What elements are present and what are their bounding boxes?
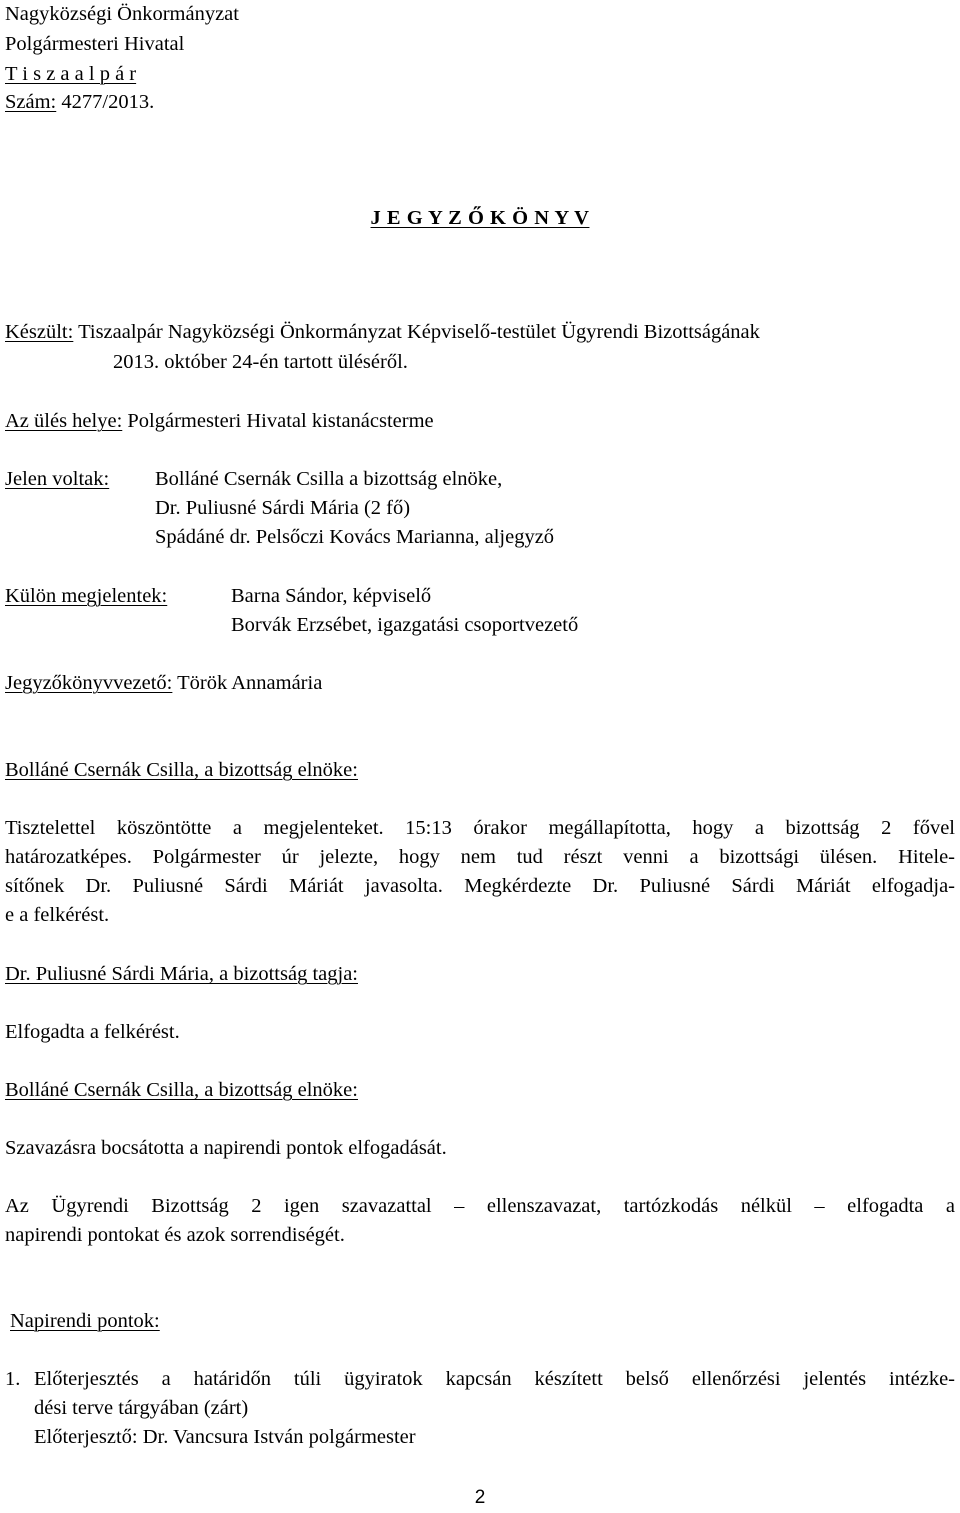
venue-value: Polgármesteri Hivatal kistanácsterme <box>122 410 434 432</box>
paragraph-4-line-2: napirendi pontokat és azok sorrendiségét. <box>5 1224 345 1246</box>
speaker-heading-chair-2: Bolláné Csernák Csilla, a bizottság elnöke: <box>5 1079 358 1101</box>
present-member-3: Spádáné dr. Pelsőczi Kovács Marianna, aljegyző <box>155 526 555 548</box>
made-text: Tiszaalpár Nagyközségi Önkormányzat Képviselő-testület Ügyrendi Bizottságának <box>73 321 760 343</box>
town-name: T i s z a a l p á r <box>5 63 137 85</box>
made-label: Készült: <box>5 321 74 343</box>
document-number-value: 4277/2013. <box>56 91 155 113</box>
guest-1: Barna Sándor, képviselő <box>231 585 432 607</box>
made-line1 <box>5 320 760 344</box>
recorder <box>5 671 322 695</box>
paragraph-1-line-3: sítőnek Dr. Puliusné Sárdi Máriát javasolta. Megkérdezte Dr. Puliusné Sárdi Máriát elfogadja- <box>5 875 955 897</box>
paragraph-1-line-4: e a felkérést. <box>5 904 110 926</box>
guests-label: Külön megjelentek: <box>5 585 168 607</box>
present-member-2: Dr. Puliusné Sárdi Mária (2 fő) <box>155 497 411 519</box>
paragraph-3: Szavazásra bocsátotta a napirendi pontok elfogadását. <box>5 1137 447 1159</box>
venue <box>5 409 434 433</box>
paragraph-1-line-2: határozatképes. Polgármester úr jelezte, hogy nem tud részt venni a bizottsági ülésen. Hitele- <box>5 846 955 868</box>
present-label: Jelen voltak: <box>5 468 110 490</box>
org-name-line1: Nagyközségi Önkormányzat <box>5 3 239 25</box>
speaker-heading-chair-1: Bolláné Csernák Csilla, a bizottság elnöke: <box>5 759 358 781</box>
venue-label: Az ülés helye: <box>5 410 123 432</box>
recorder-value: Török Annamária <box>172 672 323 694</box>
made-line2: 2013. október 24-én tartott üléséről. <box>113 351 408 373</box>
speaker-heading-member: Dr. Puliusné Sárdi Mária, a bizottság tagja: <box>5 963 358 985</box>
agenda-item-presenter: Előterjesztő: Dr. Vancsura István polgármester <box>34 1426 416 1448</box>
guest-2: Borvák Erzsébet, igazgatási csoportvezető <box>231 614 579 636</box>
recorder-label: Jegyzőkönyvvezető: <box>5 672 173 694</box>
agenda-heading: Napirendi pontok: <box>10 1310 160 1332</box>
document-number <box>5 90 154 114</box>
present-member-1: Bolláné Csernák Csilla a bizottság elnöke, <box>155 468 503 490</box>
paragraph-1-line-1: Tisztelettel köszöntötte a megjelenteket. 15:13 órakor megállapította, hogy a bizottság 2 fővel <box>5 817 955 839</box>
paragraph-2: Elfogadta a felkérést. <box>5 1021 180 1043</box>
paragraph-4-line-1: Az Ügyrendi Bizottság 2 igen szavazattal – ellenszavazat, tartózkodás nélkül – elfogadta a <box>5 1195 955 1217</box>
agenda-item-line-2: dési terve tárgyában (zárt) <box>34 1397 249 1419</box>
document-title: J E G Y Z Ő K Ö N Y V <box>370 207 590 229</box>
agenda-item-number: 1. <box>5 1368 21 1390</box>
document-number-label: Szám: <box>5 91 57 113</box>
org-name-line2: Polgármesteri Hivatal <box>5 33 185 55</box>
agenda-item-line-1: Előterjesztés a határidőn túli ügyiratok kapcsán készített belső ellenőrzési jelentés intézke- <box>34 1368 955 1390</box>
page-number: 2 <box>474 1487 486 1508</box>
